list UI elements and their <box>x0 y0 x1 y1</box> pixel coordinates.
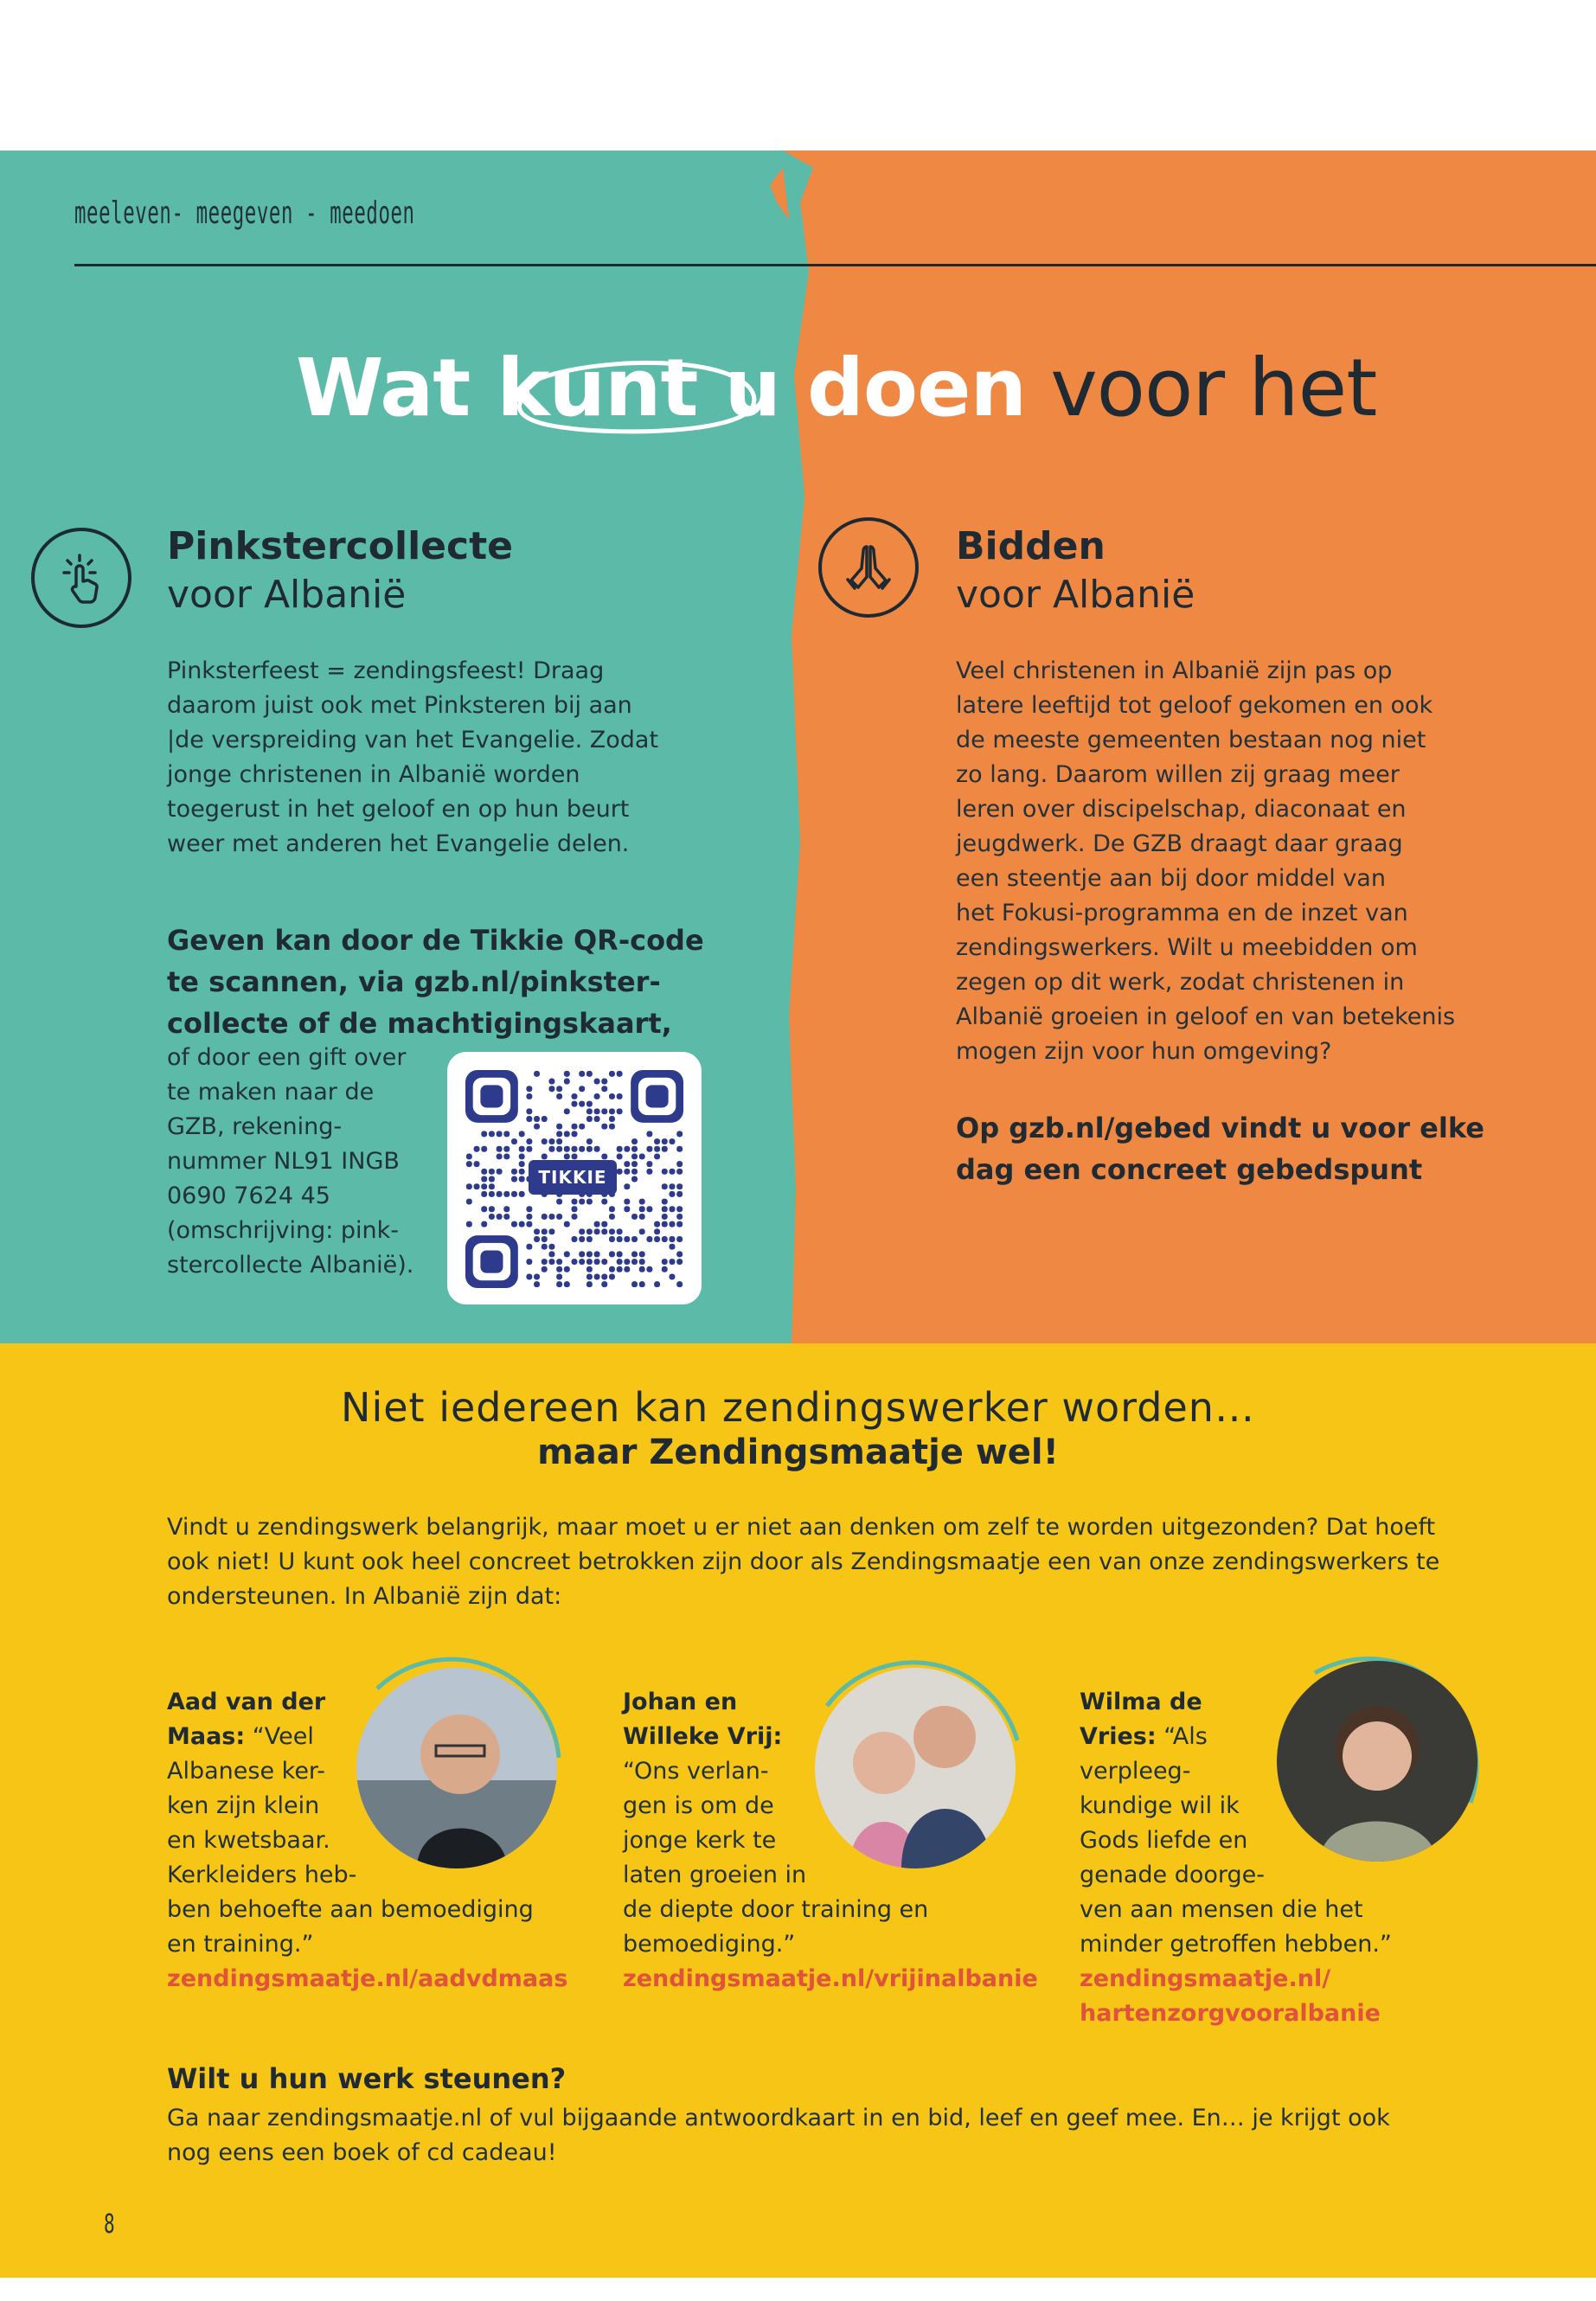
person-wilma-link[interactable]: zendingsmaatje.nl/ hartenzorgvooralbanie <box>1080 1965 1381 2027</box>
zendingsmaatje-heading: Niet iedereen kan zendingswerker worden… <box>341 1384 1255 1431</box>
tikkie-qr-code[interactable] <box>447 1052 702 1304</box>
headline-part-1: Wat <box>296 342 497 434</box>
support-title: Wilt u hun werk steunen? <box>167 2062 567 2095</box>
praying-hands-icon <box>818 517 919 618</box>
header-divider <box>74 264 1596 266</box>
person-quote: “Als verpleeg- kundige wil ik Gods liefde en genade doorge- ven aan mensen die het minder getroffen hebben.” <box>1080 1723 1392 1958</box>
kunt-circle-decoration <box>502 353 770 439</box>
zendingsmaatje-subheading: maar Zendingsmaatje wel! <box>537 1433 1059 1472</box>
avatar <box>1277 1661 1477 1862</box>
avatar <box>356 1668 557 1868</box>
person-quote: “Ons verlan- gen is om de jonge kerk te laten groeien in de diepte door training en bemoediging.” <box>623 1758 929 1958</box>
running-header: meeleven- meegeven - meedoen <box>74 195 415 231</box>
tikkie-logo: TIKKIE <box>529 1160 617 1195</box>
bidden-body: Veel christenen in Albanië zijn pas op latere leeftijd tot geloof gekomen en ook de meeste gemeenten bestaan nog niet zo lang. Daarom willen zij graag meer leren over discipelschap, diaconaat en jeugdwerk. De GZB draagt daar graag een steentje aan bij door middel van het Fokusi-programma en de inzet van zendingswerkers. Wilt u meebidden om zegen op dit werk, zodat christenen in Albanië groeien in geloof en van betekenis mogen zijn voor hun omgeving? <box>956 657 1456 1065</box>
person-name: Aad van der Maas: <box>167 1689 326 1750</box>
headline-part-3: u doen <box>697 342 1026 434</box>
person-quote: “Veel Albanese ker- ken zijn klein en kwetsbaar. Kerkleiders heb- ben behoefte aan bemoediging en training.” <box>167 1723 534 1958</box>
collecte-subtitle: voor Albanië <box>167 573 407 617</box>
zendingsmaatje-intro: Vindt u zendingswerk belangrijk, maar moet u er niet aan denken om zelf te worden uitgezonden? Dat hoeft ook niet! U kunt ook heel concreet betrokken zijn door als Zendingsmaatje een van onze zendingswerkers te ondersteunen. In Albanië zijn dat: <box>167 1514 1440 1610</box>
headline-part-4: voor het <box>1025 342 1377 434</box>
page-number: 8 <box>104 2209 115 2240</box>
avatar <box>815 1668 1016 1868</box>
person-name: Wilma de Vries: <box>1080 1689 1202 1750</box>
bidden-prayer-link-text: Op gzb.nl/gebed vindt u voor elke dag een concreet gebedspunt <box>956 1112 1484 1186</box>
page-headline <box>296 342 1376 434</box>
collecte-body: Pinksterfeest = zendingsfeest! Draag daarom juist ook met Pinksteren bij aan |de verspreiding van het Evangelie. Zodat jonge christenen in Albanië worden toegerust in het geloof en op hun beurt weer met anderen het Evangelie delen. <box>167 657 659 857</box>
hand-tap-icon <box>31 528 131 628</box>
person-aad-link[interactable]: zendingsmaatje.nl/aadvdmaas <box>167 1965 568 1992</box>
person-name: Johan en Willeke Vrij: <box>623 1689 783 1750</box>
bidden-title: Bidden <box>956 524 1106 568</box>
person-vrij-link[interactable]: zendingsmaatje.nl/vrijinalbanie <box>623 1965 1038 1992</box>
bidden-subtitle: voor Albanië <box>956 573 1195 617</box>
collecte-giving-text: Geven kan door de Tikkie QR-code te scannen, via gzb.nl/pinkster- collecte of de machtigingskaart, <box>167 924 704 1040</box>
collecte-bank-text: of door een gift over te maken naar de GZB, rekening- nummer NL91 INGB 0690 7624 45 (omschrijving: pink- stercollecte Albanië). <box>167 1044 414 1279</box>
collecte-title: Pinkstercollecte <box>167 524 513 568</box>
headline-kunt: kunt <box>497 342 698 434</box>
support-text: Ga naar zendingsmaatje.nl of vul bijgaande antwoordkaart in en bid, leef en geef mee. En… je krijgt ook nog eens een boek of cd cadeau! <box>167 2105 1390 2166</box>
